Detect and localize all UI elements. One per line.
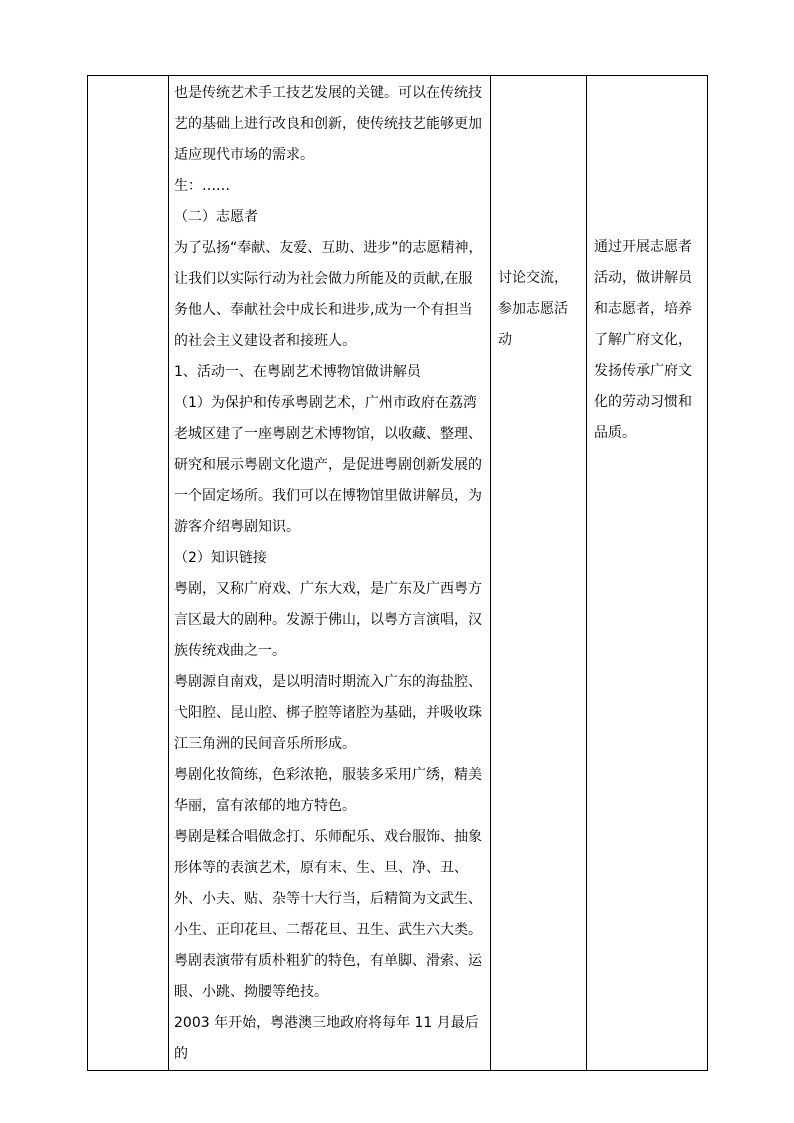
paragraph-2003-start: 2003 年开始，粤港澳三地政府将每年 11 月最后的 [174, 1015, 479, 1062]
blank-column-cell [88, 76, 169, 1071]
paragraph-cantonese-opera-origin: 粤剧源自南戏，是以明清时期流入广东的海盐腔、弋阳腔、昆山腔、梆子腔等诸腔为基础，并吸收珠江三角洲的民间音乐所形成。 [174, 674, 482, 752]
paragraph-performance-skills: 粤剧表演带有质朴粗犷的特色，有单脚、滑索、运眼、小跳、拗腰等绝技。 [174, 953, 482, 1000]
paragraph-cantonese-opera-definition: 粤剧，又称广府戏、广东大戏，是广东及广西粤方言区最大的剧种。发源于佛山，以粤方言演唱，汉族传统戏曲之一。 [174, 581, 482, 659]
lesson-plan-table [87, 75, 708, 1071]
paragraph-student-answer: 生：…… [174, 178, 230, 194]
activity-one-heading: 1、活动一、在粤剧艺术博物馆做讲解员 [174, 364, 421, 380]
design-intent-cell [587, 76, 708, 1071]
design-intent-text: 通过开展志愿者活动，做讲解员和志愿者，培养了解广府文化，发扬传承广府文化的劳动习惯和品质。 [594, 239, 692, 441]
knowledge-link-heading: （2）知识链接 [174, 550, 267, 566]
student-activity-text: 讨论交流，参加志愿活动 [498, 270, 568, 348]
teaching-content-cell [169, 76, 491, 1071]
paragraph-museum-intro: （1）为保护和传承粤剧艺术，广州市政府在荔湾老城区建了一座粤剧艺术博物馆，以收藏、整理、研究和展示粤剧文化遗产，是促进粤剧创新发展的一个固定场所。我们可以在博物馆里做讲解员，为游客介绍粤剧知识。 [174, 395, 482, 535]
table-row [88, 76, 708, 1071]
paragraph-makeup-costume: 粤剧化妆简练，色彩浓艳，服装多采用广绣，精美华丽，富有浓郁的地方特色。 [174, 767, 482, 814]
student-activity-cell [491, 76, 587, 1071]
paragraph-performance-art: 粤剧是糅合唱做念打、乐师配乐、戏台服饰、抽象形体等的表演艺术，原有末、生、旦、净、丑、外、小夫、贴、杂等十大行当，后精简为文武生、小生、正印花旦、二帮花旦、丑生、武生六大类。 [174, 829, 482, 938]
paragraph-innovation-conclusion: 也是传统艺术手工技艺发展的关键。可以在传统技艺的基础上进行改良和创新，使传统技艺能够更加适应现代市场的需求。 [174, 85, 482, 163]
paragraph-volunteer-spirit: 为了弘扬“奉献、友爱、互助、进步”的志愿精神，让我们以实际行动为社会做力所能及的贡献,在服务他人、奉献社会中成长和进步,成为一个有担当的社会主义建设者和接班人。 [174, 240, 483, 349]
section-heading-volunteer: （二）志愿者 [174, 209, 258, 225]
